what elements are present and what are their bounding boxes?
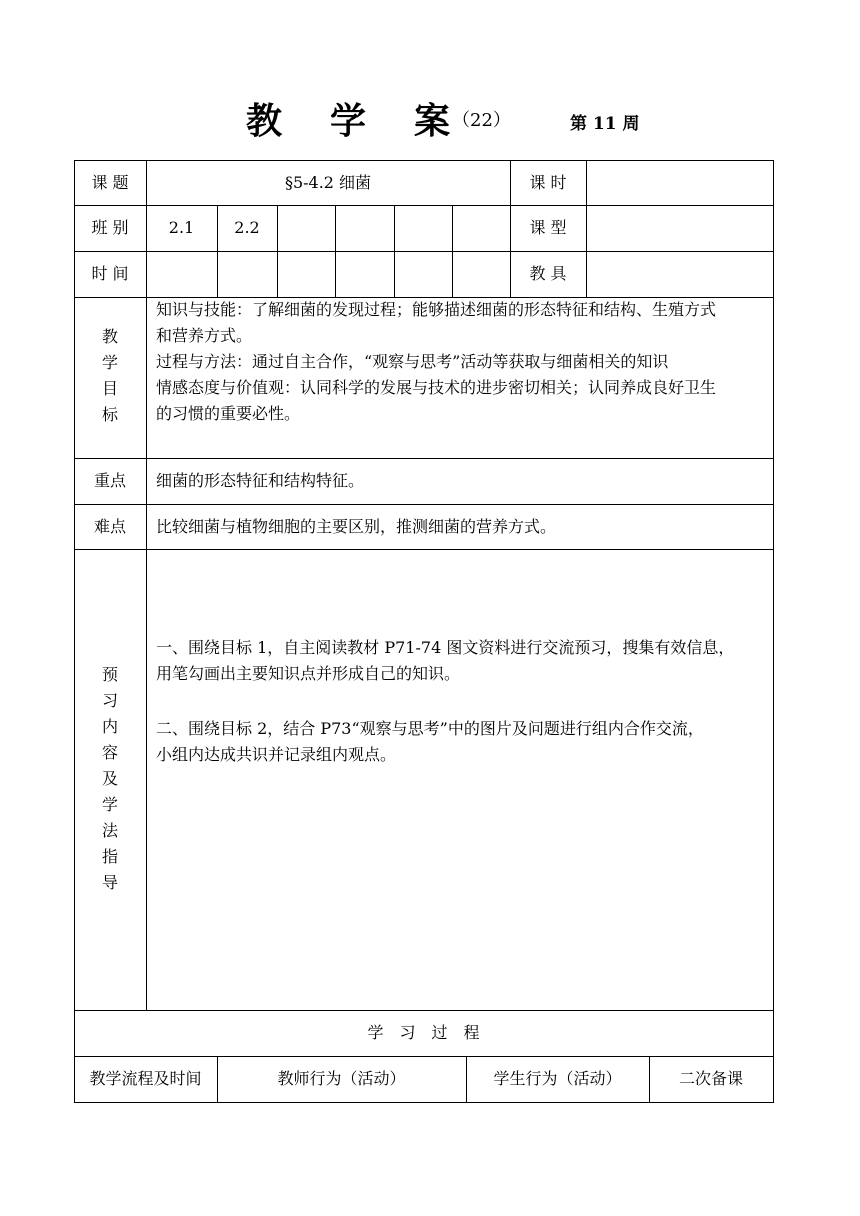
plan-number: （22） (452, 110, 511, 131)
title-char: 学 (330, 100, 367, 142)
time-label: 时 间 (91, 264, 129, 283)
difficulty-text: 比较细菌与植物细胞的主要区别，推测细菌的营养方式。 (156, 516, 557, 536)
title-char: 案 (414, 100, 451, 142)
process-col-revision: 二次备课 (678, 1069, 743, 1088)
process-title: 学 习 过 程 (367, 1023, 480, 1042)
week-label: 第 11 周 (570, 114, 640, 134)
objectives-label: 教 学 目 标 (101, 327, 118, 424)
preview-paragraph-1: 一、围绕目标 1，自主阅读教材 P71-74 图文资料进行交流预习，搜集有效信息， 用笔勾画出主要知识点并形成自己的知识。 (156, 638, 735, 683)
preview-label: 预 习 内 容 及 学 法 指 导 (101, 665, 118, 892)
class-cell (452, 205, 510, 251)
difficulty-label: 难点 (93, 516, 126, 536)
class-cell: 2.1 (168, 218, 195, 237)
class-label: 班 别 (91, 218, 129, 237)
key-point-label: 重点 (93, 471, 126, 490)
process-col-student: 学生行为（活动） (493, 1069, 622, 1088)
type-label: 课 型 (529, 218, 567, 237)
tools-label: 教 具 (529, 264, 567, 283)
topic-label: 课 题 (91, 172, 129, 192)
type-value (586, 205, 773, 251)
preview-paragraph-2: 二、围绕目标 2，结合 P73“观察与思考”中的图片及问题进行组内合作交流， 小组内达成共识并记录组内观点。 (156, 719, 704, 764)
class-cell: 2.2 (234, 218, 260, 237)
key-point-text: 细菌的形态特征和结构特征。 (156, 471, 365, 490)
class-cell (335, 205, 394, 251)
period-label: 课 时 (529, 172, 567, 192)
document-header (0, 96, 860, 146)
title-char: 教 (246, 100, 283, 142)
objectives-text: 知识与技能：了解细菌的发现过程；能够描述细菌的形态特征和结构、生殖方式 和营养方式。 过程与方法：通过自主合作，“观察与思考”活动等获取与细菌相关的知识 情感态度与价值观：认同科学的发展与技术的进步密切相关；认同养成良好卫生 的习惯的重要必性。 (156, 300, 717, 423)
lesson-plan-table (74, 160, 774, 1103)
period-value (586, 160, 773, 205)
process-col-flow: 教学流程及时间 (89, 1069, 202, 1088)
class-cell (394, 205, 452, 251)
process-col-teacher: 教师行为（活动） (277, 1069, 406, 1088)
topic-value: §5-4.2 细菌 (284, 172, 372, 192)
tools-value (586, 251, 773, 297)
class-cell (277, 205, 335, 251)
